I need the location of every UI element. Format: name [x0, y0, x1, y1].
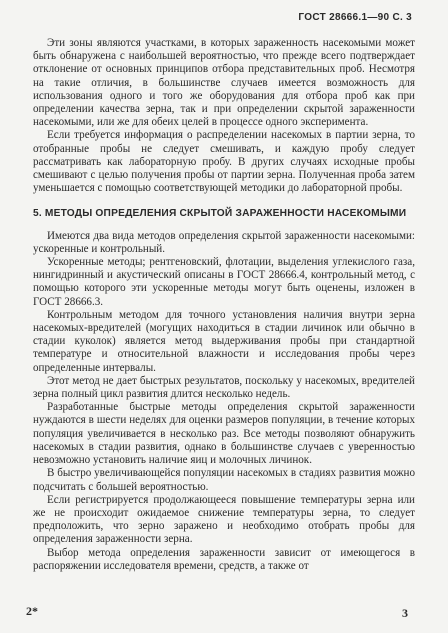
paragraph: Ускоренные методы; рентгеновский, флотации, выделения углекислого газа, нингидринный и акустический описаны в ГОСТ 28666.4, контрольный метод, с помощью которого эти ускоренные методы могут быть оценены, изложен в ГОСТ 28666.3. [33, 256, 415, 308]
section-heading: 5. МЕТОДЫ ОПРЕДЕЛЕНИЯ СКРЫТОЙ ЗАРАЖЕННОСТИ НАСЕКОМЫМИ [33, 208, 407, 220]
paragraph: Если регистрируется продолжающееся повышение температуры зерна или же не происходит ожидаемое снижение температуры зерна, то следует предположить, что зерно заражено и необходимо отобрать пробы для определения зараженности зерна. [33, 493, 415, 546]
paragraph: Выбор метода определения зараженности зависит от имеющегося в распоряжении исследователя времени, средств, а также от [33, 546, 415, 572]
paragraph: Эти зоны являются участками, в которых зараженность насекомыми может быть обнаружена с наибольшей вероятностью, что прежде всего подтверждает отклонение от основных принципов отбора представительных проб. Несмотря на такие отличия, в большинстве случаев имеется возможность для использования одного и того же оборудования для отбора проб как при определении качества зерна, так и при определении скрытой зараженности насекомыми, или же для обеих целей в процессе одного эксперимента. [33, 37, 415, 129]
paragraph: Этот метод не дает быстрых результатов, поскольку у насекомых, вредителей зерна полный цикл развития длится несколько недель. [33, 374, 415, 401]
paragraph: Контрольным методом для точного установления наличия внутри зерна насекомых-вредителей (могущих находиться в стадии личинок или обычно в стадии куколок) является метод выдерживания пробы при стандартной температуре и относительной влажности и исследования пробы через определенные интервалы. [33, 308, 415, 374]
page-header: ГОСТ 28666.1—90 С. 3 [298, 12, 412, 23]
document-body [33, 37, 415, 573]
paragraph: В быстро увеличивающейся популяции насекомых в стадиях развития можно подсчитать с большей вероятностью. [33, 467, 415, 493]
page-number: 3 [402, 606, 408, 620]
footer-signature-mark: 2* [26, 604, 38, 618]
paragraph: Имеются два вида методов определения скрытой зараженности насекомыми: ускоренные и контрольный. [33, 229, 415, 255]
paragraph: Если требуется информация о распределении насекомых в партии зерна, то отобранные пробы не следует смешивать, и каждую пробу следует рассматривать как лабораторную пробу. В других случаях исходные пробы смешивают с целью получения пробы от партии зерна. Полученная проба затем уменьшается с помощью соответствующей методики до лабораторной пробы. [33, 129, 415, 195]
paragraph: Разработанные быстрые методы определения скрытой зараженности нуждаются в шести неделях для оценки размеров популяции, в течение которых популяция увеличивается в несколько раз. Все методы позволяют обнаружить насекомых в стадии развития, однако в большинстве случаев с уверенностью невозможно установить наличие яиц и молочных личинок. [33, 401, 415, 467]
